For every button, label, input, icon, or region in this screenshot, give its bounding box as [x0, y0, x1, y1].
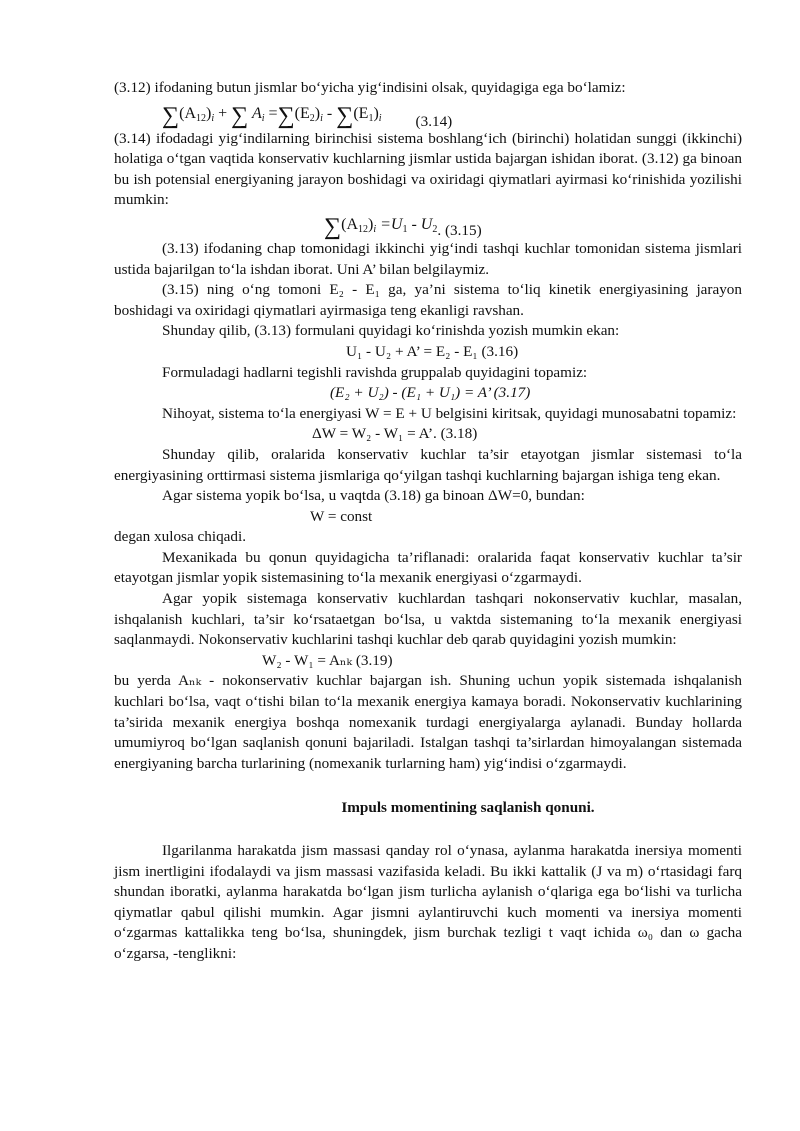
equation-3-16: U₁ - U₂ + A’ = E₂ - E₁ (3.16) [346, 342, 519, 360]
paragraph-5: Shunday qilib, (3.13) formulani quyidagi ko‘rinishda yozish mumkin ekan: [162, 322, 620, 340]
equation-number: (3.14) [415, 112, 453, 130]
paragraph-10: degan xulosa chiqadi. [114, 528, 247, 546]
paragraph-8: Shunday qilib, oralarida konservativ kuchlar ta’sir etayotgan jismlar sistemasi to‘la energiyasining orttirmasi sistema jismlariga qo‘yilgan tashqi kuchlarning bajargan ishiga teng ekan. [114, 445, 742, 484]
equation-3-14: $\sum(A_{12})_i$ + ∑ $A_i =\sum(E_2)_i - \sum(E_1)_i$ (3.14) [162, 102, 453, 130]
paragraph-6: Formuladagi hadlarni tegishli ravishda gruppalab quyidagini topamiz: [162, 363, 588, 381]
document-page [114, 78, 742, 965]
equation-3-17: (E₂ + U₂) - (E₁ + U₁) = A’ (3.17) [330, 384, 531, 402]
paragraph-11: Mexanikada bu qonun quyidagicha ta’riflanadi: oralarida faqat konservativ kuchlar ta’sir etayotgan jismlar yopik sistemasining to‘la mexanik energiyasi o‘zgarmaydi. [114, 548, 742, 587]
equation-3-15: $\sum(A_{12})_i =U_1 - U_2$. (3.15) [324, 213, 482, 240]
equation-w-const: W = const [310, 507, 373, 525]
equation-3-18: ΔW = W₂ - W₁ = A’. (3.18) [312, 425, 478, 443]
paragraph-13: bu yerda Aₙₖ - nokonservativ kuchlar bajargan ish. Shuning uchun yopik sistemada ishqalanish kuchlari bo‘lsa, vaqt o‘tishi bilan to‘la mexanik energiya kamaya boradi. Nokonservativ kuchlarining ta’sirida mexanik energiya boshqa nomexanik turdagi energiyalarga aylanadi. Bunday hollarda umumiyroq bo‘lgan saqlanish qonuni bajariladi. Istalgan tashqi ta’sirlardan himoyalangan sistemada energiyaning barcha turlarining (nomexanik turlarning ham) yig‘indisi o‘zgarmaydi. [114, 672, 742, 772]
paragraph-12: Agar yopik sistemaga konservativ kuchlardan tashqari nokonservativ kuchlar, masalan, ishqalanish kuchlari, ta’sir ko‘rsataetgan bo‘lsa, u vaktda sistemaning to‘la mexanik energiyasi saqlanmaydi. Nokonservativ kuchlarini tashqi kuchlar deb qarab quyidagini yozish mumkin: [114, 590, 742, 649]
paragraph-9: Agar sistema yopik bo‘lsa, u vaqtda (3.18) ga binoan ΔW=0, bundan: [162, 487, 585, 505]
paragraph-4: (3.15) ning o‘ng tomoni E₂ - E₁ ga, ya’ni sistema to‘liq kinetik energiyasining jarayon boshidagi va oxiridagi qiymatlari ayirmasiga teng ekanligi ravshan. [114, 281, 742, 319]
equation-3-19: W₂ - W₁ = Aₙₖ (3.19) [262, 651, 393, 669]
paragraph-2: (3.14) ifodadagi yig‘indilarning birinchisi sistema boshlang‘ich (birinchi) holatidan sunggi (ikkinchi) holatiga o‘tgan vaqtida konservativ kuchlarning jismlar ustida bajargan ishidan iborat. (3.12) ga binoan bu ish potensial energiyaning jarayon boshidagi va oxiridagi qiymatlari ayirmasi ko‘rinishida yozilishi mumkin: [114, 129, 742, 209]
paragraph-3: (3.13) ifodaning chap tomonidagi ikkinchi yig‘indi tashqi kuchlar tomonidan sistema jismlari ustida bajarilgan to‘la ishdan iborat. Uni A’ bilan belgilaymiz. [114, 239, 742, 278]
paragraph-1: (3.12) ifodaning butun jismlar bo‘yicha yig‘indisini olsak, quyidagiga ega bo‘lamiz: [114, 79, 626, 96]
section-heading: Impuls momentining saqlanish qonuni. [341, 799, 595, 817]
paragraph-14: Ilgarilanma harakatda jism massasi qanday rol o‘ynasa, aylanma harakatda inersiya momenti jism inertligini ifodalaydi va jism massasi vazifasida keladi. Bu ikki kattalik (J va m) o‘rtasidagi farq shundan iboratki, aylanma harakatda bo‘lgan jism turlicha aylanish o‘qlariga ega bo‘lishi va turlicha qiymatlar qabul qilishi mumkin. Agar jismni aylantiruvchi kuch momenti va inersiya momenti o‘zgarmas kattalikka teng bo‘lsa, shuningdek, jism burchak tezligi t vaqt ichida ω₀ dan ω gacha o‘zgarsa, -tenglikni: [114, 842, 742, 962]
equation-number: . (3.15) [437, 221, 482, 239]
paragraph-7: Nihoyat, sistema to‘la energiyasi W = E + U belgisini kiritsak, quyidagi munosabatni topamiz: [162, 404, 737, 422]
